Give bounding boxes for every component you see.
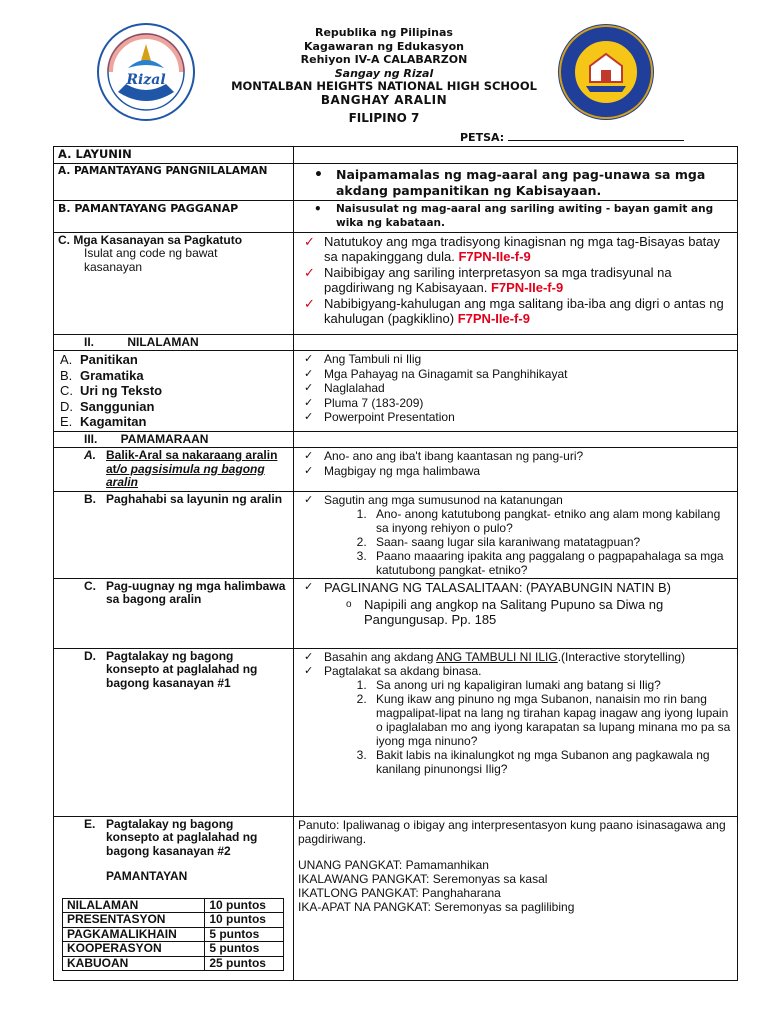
list-item: E. Kagamitan [60,414,147,429]
svg-text:Rizal: Rizal [126,72,166,88]
pamantayan-heading: PAMANTAYAN [106,869,188,883]
group-assignments [298,858,733,914]
list-item: ✓ Ano- ano ang iba't ibang kaantasan ng pang-uri? [304,449,584,463]
list-item: ✓ Basahin ang akdang ANG TAMBULI NI ILIG.(Interactive storytelling) [304,649,686,664]
table-row: B. PAMANTAYANG PAGGANAP • Naisusulat ng mag-aaral ang sariling awiting - bayan gamit ang wika ng kabataan. [54,200,738,232]
list-item: ✓ Magbigay ng mga halimbawa [304,463,481,478]
petsa-blank-line [508,130,684,141]
sanggunian-label: Sanggunian [80,398,155,414]
competency-code: F7PN-IIe-f-9 [458,249,531,264]
list-item: B. Gramatika [60,367,144,383]
list-item: UNANG PANGKAT: Pamamanhikan [298,857,489,872]
list-item: ✓ Naibibigay ang sariling interpretasyon sa mga tradisyunal na pagdiriwang ng Kabisayaan. F7PN-IIe-f-9 [304,264,672,295]
list-item: 2. Saan- saang lugar sila karaniwang matatagpuan? [370,535,733,549]
document-title: BANGHAY ARALIN [320,92,448,107]
panitikan-label: Panitikan [80,352,138,367]
check-icon: ✓ [304,233,315,249]
table-row: A. PAMANTAYANG PANGNILALAMAN • Naipamamalas ng mag-aaral ang pag-unawa sa mga akdang pampanitikan ng Kabisayaan. [54,163,738,200]
paghahabi-label: Paghahabi sa layunin ng aralin [106,491,283,506]
table-row [54,147,738,164]
list-item: 3. Paano maaaring ipakita ang paggalang o pagpapahalaga sa mga katutubong pangkat- etniko? [370,549,733,577]
table-row: C. Pag-uugnay ng mga halimbawa sa bagong aralin ✓ PAGLINANG NG TALASALITAAN: (PAYABUNGIN NATIN B) o Napipili ang angkop na Salitang Pupuno sa Diwa ng Pangungusap. Pp. 185 [54,578,738,648]
header-line: Rehiyon IV-A CALABARZON [300,53,468,66]
kagamitan-label: Kagamitan [80,414,147,429]
kasanayan-label: C. Mga Kasanayan sa Pagkatuto [58,232,243,247]
list-item: 2. Kung ikaw ang pinuno ng mga Subanon, nanaisin mo rin bang magpalipat-lipat na lang ng tirahan kapag inagaw ang iyong lupain o ipaglalaban mo ang iyong karapatan sa lupang minana mo pa sa iyong mga ninuno? [370,692,733,748]
list-item: 1. Sa anong uri ng kapaligiran lumaki ang batang si Ilig? [370,678,733,692]
header-line: Sangay ng Rizal [334,66,434,80]
list-item: IKA-APAT NA PANGKAT: Seremonyas sa paglilibing [298,899,575,914]
table-row: B. Paghahabi sa layunin ng aralin ✓ Sagutin ang mga sumusunod na katanungan 1. Ano- anong katutubong pangkat- etniko ang alam mong kabilang sa inyong rehiyon o pulo? 2. Saan- saang lugar sila karaniwang matatagpuan? 3. Paano maaaring ipakita ang paggalang o pagpapahalaga sa mga katutubong pangkat- etniko? [54,491,738,578]
petsa-label: PETSA: [460,131,505,144]
section-pamamaraan-heading: III. PAMAMARAAN [54,431,294,448]
table-row [54,448,738,492]
kasanayan-instruction: Isulat ang code ng bawat kasanayan [84,246,218,274]
header-line: Republika ng Pilipinas [315,26,453,39]
check-icon: ✓ [304,493,314,506]
check-icon: ✓ [304,411,314,423]
section-nilalaman-heading: II. NILALAMAN [54,334,294,351]
table-row [54,431,738,448]
check-icon: ✓ [304,664,314,677]
story-title: ANG TAMBULI NI ILIG [436,649,558,664]
list-item: C. Uri ng Teksto [60,383,163,398]
check-icon: ✓ [304,450,314,462]
table-row: KABUOAN 25 puntos [63,956,284,971]
pamantayang-pagganap-text: Naisusulat ng mag-aaral ang sariling awiting - bayan gamit ang wika ng kabataan. [336,202,714,229]
check-icon: ✓ [304,295,315,311]
document-header [0,26,768,126]
school-name: MONTALBAN HEIGHTS NATIONAL HIGH SCHOOL [231,79,537,93]
list-item: ✓ Natutukoy ang mga tradisyong kinagisnan ng mga tag-Bisayas batay sa napakinggang dula. F7PN-IIe-f-9 [304,233,721,264]
check-icon: ✓ [304,367,314,380]
pagtalakay-1-label: Pagtalakay ng bagong konsepto at paglalahad ng bagong kasanayan #1 [106,648,258,690]
lesson-plan-table [53,146,738,981]
pag-uugnay-label: Pag-uugnay ng mga halimbawa sa bagong aralin [106,578,286,606]
list-item: ✓ Powerpoint Presentation [304,410,455,424]
subject-title: FILIPINO 7 [348,111,420,125]
competency-code: F7PN-IIe-f-9 [490,280,564,295]
list-item: ✓ Ang Tambuli ni Ilig [304,352,422,366]
check-icon: ✓ [304,353,314,365]
table-row: E. Pagtalakay ng bagong konsepto at paglalahad ng bagong kasanayan #2 PAMANTAYAN NILALAMAN 10 puntos PRESENTASYON 10 puntos PAGKAMALIKHAIN 5 puntos KOOPERASYON 5 puntos KABUOAN 25 puntos Panuto: Ipaliwanag o ibigay ang interpresentasyon kung paano isinasagawa ang pagdiriwang. UNANG PANGKAT: Pamamanhikan IKALAWANG PANGKAT: Seremonyas sa kasal IKATLONG PANGKAT: Panghaharana IKA-APAT NA PANGKAT: Seremonyas sa paglilibing [54,816,738,980]
check-icon: ✓ [304,650,314,663]
list-item: 3. Bakit labis na ikinalungkot ng mga Subanon ang pagkawala ng kanilang pinunongsi Ilig? [370,748,733,776]
list-item: A. Panitikan [60,352,138,367]
check-icon: ✓ [304,264,315,280]
section-layunin-heading: A. LAYUNIN [54,147,294,164]
check-icon: ✓ [304,580,314,593]
competency-code: F7PN-IIe-f-9 [457,311,530,326]
pamantayang-pangnilalaman-label: A. PAMANTAYANG PANGNILALAMAN [54,163,294,200]
table-row [54,351,738,432]
panuto-text: Panuto: Ipaliwanag o ibigay ang interpresentasyon kung paano isinasagawa ang pagdiriwang. [298,817,726,846]
pamantayang-pangnilalaman-text: Naipamamalas ng mag-aaral ang pag-unawa sa mga akdang pampanitikan ng Kabisayaan. [336,166,706,198]
list-item: ✓ Sagutin ang mga sumusunod na katanungan [304,492,563,507]
list-item: o Napipili ang angkop na Salitang Pupuno sa Diwa ng Pangungusap. Pp. 185 [346,596,664,627]
uri-ng-teksto-label: Uri ng Teksto [80,383,163,398]
list-item: IKATLONG PANGKAT: Panghaharana [298,885,501,900]
pamantayang-pagganap-label: B. PAMANTAYANG PAGGANAP [54,200,294,232]
check-icon: ✓ [304,396,314,409]
question-list [298,678,733,776]
table-row: KOOPERASYON 5 puntos [63,942,284,957]
table-row: D. Pagtalakay ng bagong konsepto at paglalahad ng bagong kasanayan #1 ✓ Basahin ang akdang ANG TAMBULI NI ILIG.(Interactive storytelling) ✓ Pagtalakat sa akdang binasa. 1. Sa anong uri ng kapaligiran lumaki ang batang si Ilig? 2. Kung ikaw ang pinuno ng mga Subanon, nanaisin mo rin bang magpalipat-lipat na lang ng tirahan kapag inagaw ang iyong lupain o ipaglalaban mo ang iyong karapatan sa lupang minana mo pa sa iyong mga ninuno? 3. Bakit labis na ikinalungkot ng mga Subanon ang pagkawala ng kanilang pinunongsi Ilig? [54,648,738,816]
rubric-table [62,898,284,972]
table-row [54,232,738,334]
list-item: ✓ Mga Pahayag na Ginagamit sa Panghihikayat [304,366,568,381]
table-row: NILALAMAN 10 puntos [63,898,284,913]
list-item: ✓ Pluma 7 (183-209) [304,395,424,410]
nilalaman-values [298,352,733,425]
table-row [54,334,738,351]
list-item: ✓ Nabibigyang-kahulugan ang mga salitang iba-iba ang digri o antas ng kahulugan (pagkiklino) F7PN-IIe-f-9 [304,295,724,326]
check-icon: ✓ [304,464,314,477]
list-item: ✓ Pagtalakat sa akdang binasa. [304,663,482,678]
table-row: PAGKAMALIKHAIN 5 puntos [63,927,284,942]
list-item: ✓ Naglalahad [304,381,385,395]
header-line: Kagawaran ng Edukasyon [304,39,464,53]
balik-aral-label: A. Balik-Aral sa nakaraang aralin at/o pagsisimula ng bagong aralin [84,448,278,489]
pagtalakay-2-label: Pagtalakay ng bagong konsepto at paglalahad ng bagong kasanayan #2 [106,816,258,858]
question-list [298,507,733,577]
list-item: IKALAWANG PANGKAT: Seremonyas sa kasal [298,871,548,886]
list-item: 1. Ano- anong katutubong pangkat- etniko ang alam mong kabilang sa inyong rehiyon o pulo? [370,507,733,535]
check-icon: ✓ [304,382,314,394]
list-item: D. Sanggunian [60,398,155,414]
petsa-field [460,130,684,144]
competency-list [298,234,733,327]
list-item: ✓ PAGLINANG NG TALASALITAAN: (PAYABUNGIN NATIN B) [304,579,671,595]
gramatika-label: Gramatika [80,367,144,383]
table-row: PRESENTASYON 10 puntos [63,913,284,928]
